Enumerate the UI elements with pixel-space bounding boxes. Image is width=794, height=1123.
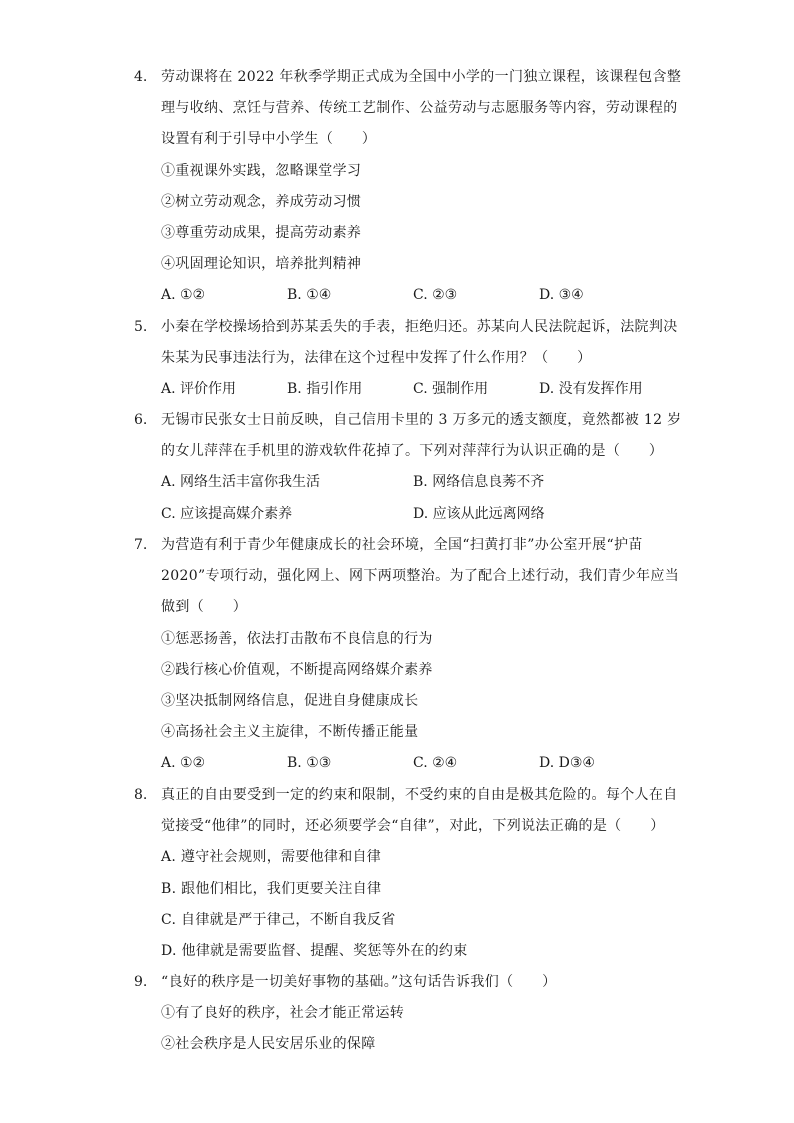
question-number: 9. bbox=[134, 974, 148, 990]
option-c[interactable]: C. ②③ bbox=[413, 287, 458, 304]
question-stem bbox=[161, 780, 676, 842]
question-stem bbox=[161, 62, 682, 156]
question-number: 8. bbox=[134, 787, 148, 803]
question-number: 7. bbox=[134, 537, 148, 553]
option-d[interactable]: D. 没有发挥作用 bbox=[539, 381, 643, 398]
statement-2: ②树立劳动观念，养成劳动习惯 bbox=[161, 193, 362, 210]
question-stem bbox=[161, 530, 680, 624]
stem-line: 小秦在学校操场拾到苏某丢失的手表，拒绝归还。苏某向人民法院起诉，法院判决 bbox=[161, 319, 678, 335]
option-d[interactable]: D. 应该从此远离网络 bbox=[413, 505, 545, 522]
option-c[interactable]: C. 自律就是严于律己，不断自我反省 bbox=[161, 911, 396, 928]
stem-line: “良好的秩序是一切美好事物的基础。”这句话告诉我们（ ） bbox=[161, 974, 557, 990]
statement-4: ④高扬社会主义主旋律，不断传播正能量 bbox=[161, 724, 419, 741]
question-number: 4. bbox=[134, 69, 148, 85]
option-a[interactable]: A. ①② bbox=[161, 287, 206, 304]
stem-line: 理与收纳、烹饪与营养、传统工艺制作、公益劳动与志愿服务等内容，劳动课程的 bbox=[161, 100, 678, 117]
statement-3: ③坚决抵制网络信息，促进自身健康成长 bbox=[161, 693, 419, 709]
option-d[interactable]: D. ③④ bbox=[539, 287, 584, 304]
option-c[interactable]: C. ②④ bbox=[413, 755, 458, 772]
option-a[interactable]: A. ①② bbox=[161, 755, 206, 772]
stem-line: 朱某为民事违法行为，法律在这个过程中发挥了什么作用？（ ） bbox=[161, 350, 592, 367]
stem-line: 的女儿萍萍在手机里的游戏软件花掉了。下列对萍萍行为认识正确的是（ ） bbox=[161, 443, 664, 460]
statement-1: ①有了良好的秩序，社会才能正常运转 bbox=[161, 1005, 405, 1022]
stem-line: 做到（ ） bbox=[161, 599, 248, 616]
stem-line: 真正的自由要受到一定的约束和限制，不受约束的自由是极其危险的。每个人在自 bbox=[161, 787, 678, 803]
question-stem bbox=[161, 405, 682, 467]
question-number: 6. bbox=[134, 412, 148, 428]
option-b[interactable]: B. ①③ bbox=[287, 755, 332, 772]
option-b[interactable]: B. 网络信息良莠不齐 bbox=[413, 474, 545, 491]
stem-line: 2020”专项行动，强化网上、网下两项整治。为了配合上述行动，我们青少年应当 bbox=[161, 568, 680, 585]
stem-line: 为营造有利于青少年健康成长的社会环境，全国“扫黄打非”办公室开展“护苗 bbox=[161, 537, 643, 553]
option-a[interactable]: A. 网络生活丰富你我生活 bbox=[161, 474, 321, 491]
statement-1: ①重视课外实践，忽略课堂学习 bbox=[161, 162, 362, 179]
question-stem bbox=[161, 967, 676, 998]
option-a[interactable]: A. 遵守社会规则，需要他律和自律 bbox=[161, 849, 382, 866]
option-c[interactable]: C. 应该提高媒介素养 bbox=[161, 505, 293, 522]
stem-line: 设置有利于引导中小学生（ ） bbox=[161, 131, 377, 148]
question-number: 5. bbox=[134, 319, 148, 335]
option-b[interactable]: B. 指引作用 bbox=[287, 381, 363, 398]
option-d[interactable]: D. D③④ bbox=[539, 755, 595, 772]
statement-2: ②践行核心价值观，不断提高网络媒介素养 bbox=[161, 661, 433, 678]
option-b[interactable]: B. ①④ bbox=[287, 287, 332, 304]
option-a[interactable]: A. 评价作用 bbox=[161, 381, 237, 398]
stem-line: 无锡市民张女士日前反映，自己信用卡里的 3 万多元的透支额度，竟然都被 12 岁 bbox=[161, 412, 682, 428]
question-stem bbox=[161, 312, 676, 374]
option-c[interactable]: C. 强制作用 bbox=[413, 381, 489, 398]
stem-line: 觉接受“他律”的同时，还必须要学会“自律”，对此，下列说法正确的是（ ） bbox=[161, 818, 665, 835]
statement-4: ④巩固理论知识，培养批判精神 bbox=[161, 256, 362, 273]
statement-1: ①惩恶扬善，依法打击散布不良信息的行为 bbox=[161, 630, 433, 647]
statement-3: ③尊重劳动成果，提高劳动素养 bbox=[161, 225, 362, 241]
option-d[interactable]: D. 他律就是需要监督、提醒、奖惩等外在的约束 bbox=[161, 943, 468, 959]
option-b[interactable]: B. 跟他们相比，我们更要关注自律 bbox=[161, 880, 382, 897]
stem-line: 劳动课将在 2022 年秋季学期正式成为全国中小学的一门独立课程，该课程包含整 bbox=[161, 69, 682, 85]
statement-2: ②社会秩序是人民安居乐业的保障 bbox=[161, 1036, 376, 1053]
